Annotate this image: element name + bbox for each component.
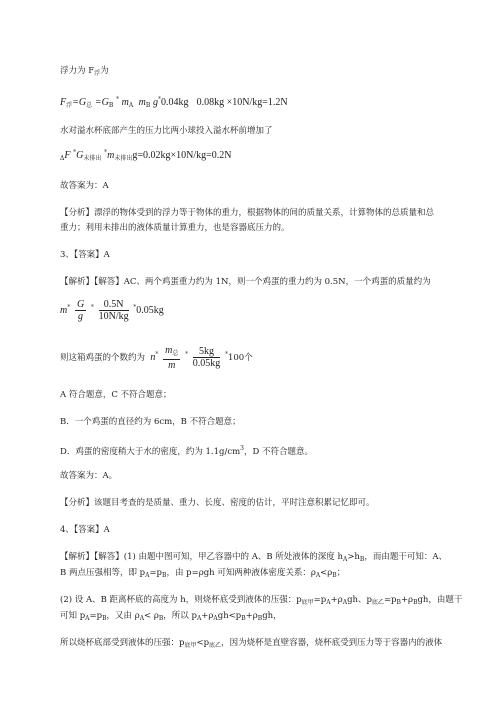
analysis-line-1: 【分析】漂浮的物体受到的浮力等于物体的重力，根据物体的间的质量关系，计算物体的总质量和总 — [60, 208, 435, 218]
fraction-weight-over-g: $\frac{0.5N}{10N/kg}$ — [98, 299, 129, 322]
option-a-c: A 符合题意，C 不符合题意； — [60, 390, 172, 400]
formula-buoyancy: $F_浮=G_总 =G_B$ * $m_A$ $m_B$ g*0.04kg 0.08kg ×10N/kg=1.2N — [60, 96, 288, 109]
line-buoyancy-intro: 浮力为 $F_浮$为 — [60, 66, 109, 77]
question-3-answer: 3、【答案】A — [60, 250, 110, 260]
answer-line-2: 故答案为：A — [60, 181, 109, 191]
option-d: D．鸡蛋的密度稍大于水的密度，约为 $1.1g/cm^3$，D 不符合题意。 — [60, 445, 314, 457]
option-b: B．一个鸡蛋的直径约为 6cm，B 不符合题意； — [60, 417, 241, 427]
solution-4-line-3: (2) 设 A、B 距离杯底的高度为 h，则烧杯底受到液体的压强：$p_{底甲}=p_A+\rho_Agh$、$p_{底乙}=p_B+\rho_Bgh$，由题干 — [60, 595, 463, 606]
solution-4-line-5: 所以烧杯底部受到液体的压强：$p_{底甲}<p_{底乙}$，因为烧杯是直壁容器，烧杯底受到压力等于容器内的液体 — [60, 638, 443, 649]
solution-4-line-2: B 两点压强相等，即 $p_A=p_B$，由 p=ρgh 可知两种液体密度关系：$\rho_A<\rho_B$； — [60, 568, 346, 579]
answer-line-3: 故答案为：A。 — [60, 471, 118, 481]
formula-egg-count: 则这箱鸡蛋的个数约为 n* $\frac{m_总}{m}$ * $\frac{5kg}{0.05kg}$ *100个 — [60, 344, 253, 371]
formula-force-increase: $_\Delta$F $^*G_{未排出}$ $^*m_{未排出}g=0.02kg\times 10N/kg=0.2N$ — [60, 149, 232, 162]
solution-4-line-1: 【解析】【解答】(1) 由题中图可知，甲乙容器中的 A、B 所处液体的深度 $h_A>h_B$，而由题干可知：A、 — [60, 552, 447, 563]
solution-3-line-1: 【解析】【解答】AC、两个鸡蛋重力约为 1N，则一个鸡蛋的重力约为 0.5N，一个鸡蛋的质量约为 — [60, 277, 431, 287]
analysis-line-2: 重力；利用未排出的液体质量计算重力，也是容器底压力的。 — [60, 223, 290, 233]
fraction-5kg-over-005kg: $\frac{5kg}{0.05kg}$ — [192, 346, 221, 369]
analysis-3: 【分析】该题目考查的是质量、重力、长度、密度的估计，平时注意积累记忆即可。 — [60, 498, 375, 508]
question-4-answer: 4、【答案】A — [60, 525, 110, 535]
fraction-g-over-g: $\frac{G}{g}$ — [76, 299, 85, 322]
line-pressure-increase: 水对溢水杯底部产生的压力比两小球投入溢水杯前增加了 — [60, 126, 273, 136]
fraction-total-mass-over-mass: $\frac{m_总}{m}$ — [165, 344, 179, 371]
formula-egg-mass: m* $\frac{G}{g}$ * $\frac{0.5N}{10N/kg}$ *0.05kg — [60, 299, 164, 322]
solution-4-line-4: 可知 $p_A=p_B$，又由 $\rho_A< \rho_B$，所以 $p_A+\rho_Agh<p_B+\rho_Bgh$， — [60, 611, 282, 622]
